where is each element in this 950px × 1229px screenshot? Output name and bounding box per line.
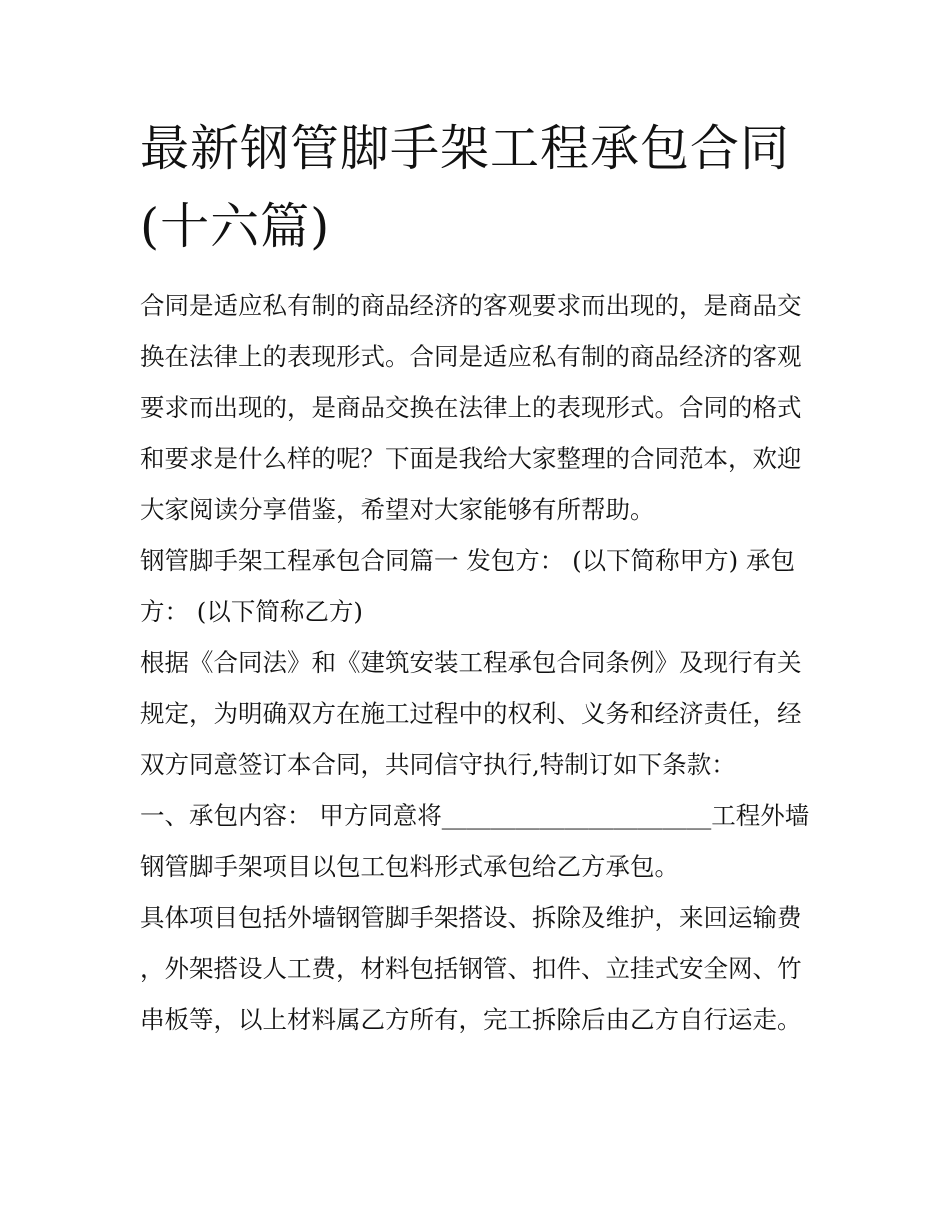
basis-paragraph: 根据《合同法》和《建筑安装工程承包合同条例》及现行有关规定，为明确双方在施工过程中的权利、义务和经济责任，经双方同意签订本合同，共同信守执行,特制订如下条款： — [140, 648, 802, 779]
items-paragraph: 具体项目包括外墙钢管脚手架搭设、拆除及维护，来回运输费，外架搭设人工费，材料包括钢管、扣件、立挂式安全网、竹串板等，以上材料属乙方所有，完工拆除后由乙方自行运走。 — [140, 903, 802, 1034]
document-title: 最新钢管脚手架工程承包合同(十六篇) — [140, 120, 791, 255]
intro-paragraph: 合同是适应私有制的商品经济的客观要求而出现的，是商品交换在法律上的表现形式。合同是适应私有制的商品经济的客观要求而出现的，是商品交换在法律上的表现形式。合同的格式和要求是什么样的呢？下面是我给大家整理的合同范本，欢迎大家阅读分享借鉴，希望对大家能够有所帮助。 — [140, 291, 802, 524]
document-page — [140, 110, 815, 1045]
parties-paragraph: 钢管脚手架工程承包合同篇一 发包方： (以下简称甲方) 承包方： (以下简称乙方) — [140, 546, 795, 626]
scope-paragraph: 一、承包内容： 甲方同意将______________________工程外墙钢管脚手架项目以包工包料形式承包给乙方承包。 — [140, 801, 810, 881]
